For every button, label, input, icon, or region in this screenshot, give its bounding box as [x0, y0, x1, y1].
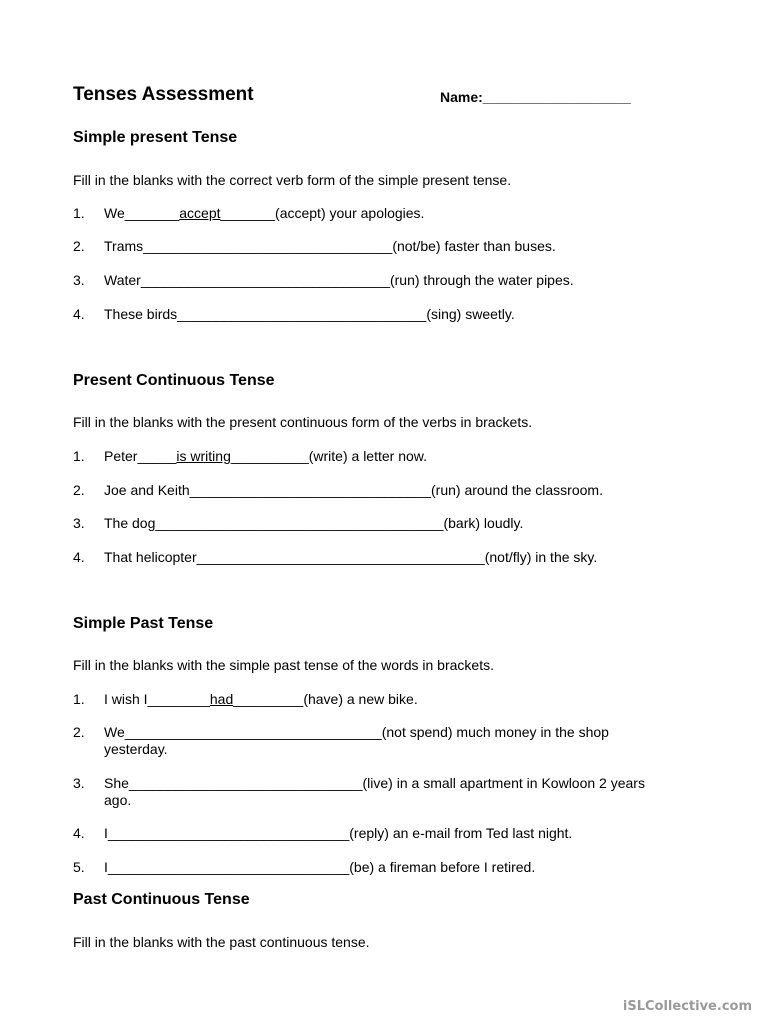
exercise-item: Peter_____is writing__________(write) a letter now. [104, 448, 428, 464]
item-number: 5. [73, 859, 85, 875]
item-number: 2. [73, 724, 85, 740]
exercise-item-continuation: ago. [104, 792, 132, 808]
exercise-item: I_______________________________(reply) an e-mail from Ted last night. [104, 825, 573, 841]
exercise-item: Joe and Keith_______________________________(run) around the classroom. [104, 482, 603, 498]
exercise-item: That helicopter_____________________________________(not/fly) in the sky. [104, 549, 598, 565]
instruction-present-continuous: Fill in the blanks with the present continuous form of the verbs in brackets. [73, 414, 533, 430]
exercise-item: The dog_____________________________________(bark) loudly. [104, 515, 524, 531]
exercise-item: I_______________________________(be) a fireman before I retired. [104, 859, 536, 875]
item-number: 2. [73, 482, 85, 498]
sample-answer: accept [179, 205, 221, 221]
exercise-item-continuation: yesterday. [104, 741, 168, 757]
item-number: 4. [73, 825, 85, 841]
exercise-item: I wish I________had_________(have) a new bike. [104, 691, 418, 707]
worksheet-title: Tenses Assessment [73, 84, 254, 105]
item-number: 1. [73, 205, 85, 221]
name-label: Name:___________________ [440, 89, 631, 105]
item-number: 4. [73, 306, 85, 322]
exercise-item: She______________________________(live) in a small apartment in Kowloon 2 years [104, 775, 645, 791]
item-number: 3. [73, 272, 85, 288]
item-number: 2. [73, 238, 85, 254]
instruction-past-continuous: Fill in the blanks with the past continuous tense. [73, 934, 370, 950]
instruction-simple-past: Fill in the blanks with the simple past tense of the words in brackets. [73, 657, 494, 673]
exercise-item: Trams________________________________(not/be) faster than buses. [104, 238, 556, 254]
section-heading-simple-past: Simple Past Tense [73, 615, 214, 632]
section-heading-past-continuous: Past Continuous Tense [73, 891, 250, 908]
exercise-item: Water________________________________(run) through the water pipes. [104, 272, 574, 288]
item-number: 3. [73, 515, 85, 531]
watermark: iSLCollective.com [622, 999, 752, 1014]
exercise-item: We_________________________________(not spend) much money in the shop [104, 724, 609, 740]
name-blank: ___________________ [482, 89, 631, 105]
item-number: 1. [73, 448, 85, 464]
sample-answer: had [209, 691, 234, 707]
section-heading-simple-present: Simple present Tense [73, 129, 238, 146]
section-heading-present-continuous: Present Continuous Tense [73, 372, 275, 389]
exercise-item: We_______accept_______(accept) your apologies. [104, 205, 425, 221]
item-number: 1. [73, 691, 85, 707]
instruction-simple-present: Fill in the blanks with the correct verb form of the simple present tense. [73, 172, 512, 188]
item-number: 4. [73, 549, 85, 565]
exercise-item: These birds________________________________(sing) sweetly. [104, 306, 515, 322]
item-number: 3. [73, 775, 85, 791]
sample-answer: is writing [176, 448, 231, 464]
